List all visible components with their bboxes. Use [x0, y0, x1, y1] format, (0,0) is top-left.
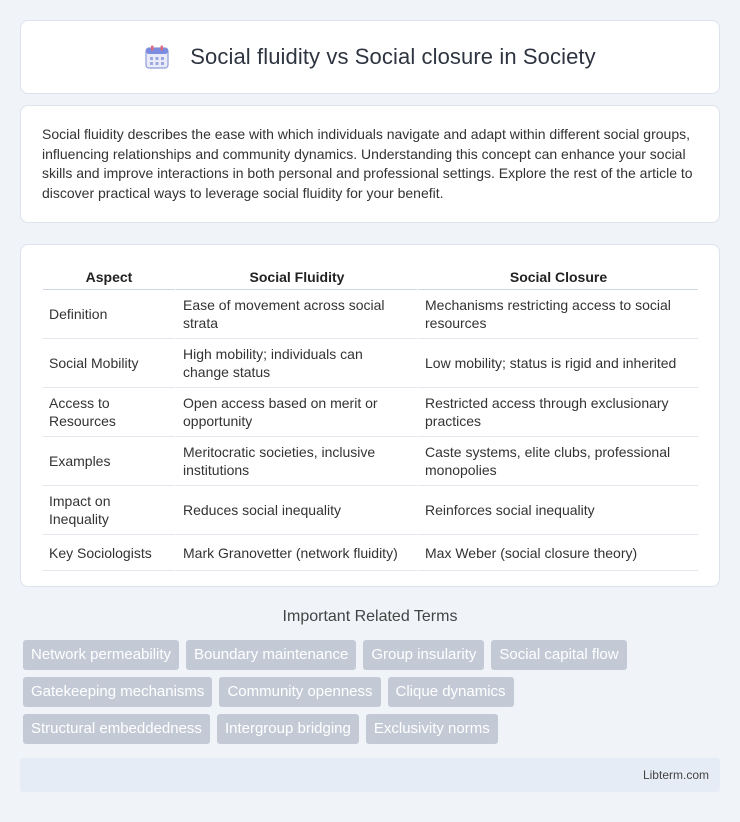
intro-card [20, 105, 720, 223]
related-term-tag[interactable]: Structural embeddedness [23, 714, 210, 744]
table-cell-closure: Mechanisms restricting access to social resources [417, 290, 698, 339]
table-cell-aspect: Key Sociologists [43, 535, 175, 571]
table-cell-fluidity: Open access based on merit or opportunity [175, 388, 417, 437]
table-header-row [43, 265, 698, 290]
table-cell-closure: Restricted access through exclusionary practices [417, 388, 698, 437]
related-term-tag[interactable]: Boundary maintenance [186, 640, 356, 670]
calendar-icon [144, 44, 170, 70]
table-cell-fluidity: High mobility; individuals can change status [175, 339, 417, 388]
table-cell-aspect: Access to Resources [43, 388, 175, 437]
table-cell-fluidity: Reduces social inequality [175, 486, 417, 535]
table-row [43, 437, 698, 486]
table-row [43, 290, 698, 339]
related-terms-title: Important Related Terms [282, 608, 458, 625]
tag-row [23, 677, 723, 707]
related-term-tag[interactable]: Group insularity [363, 640, 484, 670]
table-row [43, 339, 698, 388]
table-cell-fluidity: Meritocratic societies, inclusive institutions [175, 437, 417, 486]
related-term-tag[interactable]: Exclusivity norms [366, 714, 498, 744]
related-term-tag[interactable]: Community openness [219, 677, 380, 707]
table-cell-closure: Caste systems, elite clubs, professional monopolies [417, 437, 698, 486]
column-header-aspect: Aspect [43, 265, 175, 290]
header-card [20, 20, 720, 94]
table-row [43, 535, 698, 571]
table-cell-closure: Max Weber (social closure theory) [417, 535, 698, 571]
table-cell-closure: Low mobility; status is rigid and inherited [417, 339, 698, 388]
table-cell-fluidity: Ease of movement across social strata [175, 290, 417, 339]
table-cell-closure: Reinforces social inequality [417, 486, 698, 535]
table-row [43, 486, 698, 535]
related-term-tag[interactable]: Intergroup bridging [217, 714, 359, 744]
table-cell-aspect: Examples [43, 437, 175, 486]
footer-site-link[interactable]: Libterm.com [642, 768, 709, 782]
related-term-tag[interactable]: Social capital flow [491, 640, 626, 670]
column-header-social-fluidity: Social Fluidity [175, 265, 417, 290]
table-cell-aspect: Social Mobility [43, 339, 175, 388]
column-header-social-closure: Social Closure [417, 265, 698, 290]
related-term-tag[interactable]: Gatekeeping mechanisms [23, 677, 212, 707]
table-row [43, 388, 698, 437]
table-cell-fluidity: Mark Granovetter (network fluidity) [175, 535, 417, 571]
related-terms-list [23, 640, 723, 751]
page-title: Social fluidity vs Social closure in Society [190, 44, 596, 69]
tag-row [23, 714, 723, 744]
table-cell-aspect: Impact on Inequality [43, 486, 175, 535]
related-term-tag[interactable]: Clique dynamics [388, 677, 514, 707]
comparison-table [43, 265, 698, 571]
tag-row [23, 640, 723, 670]
intro-paragraph: Social fluidity describes the ease with which individuals navigate and adapt within different social groups, influencing relationships and community dynamics. Understanding this concept can enhance your social skills and improve interactions in both personal and professional settings. Explore the rest of the article to discover practical ways to leverage social fluidity for your benefit. [42, 126, 693, 201]
footer [20, 758, 720, 792]
table-cell-aspect: Definition [43, 290, 175, 339]
related-term-tag[interactable]: Network permeability [23, 640, 179, 670]
comparison-table-card [20, 244, 720, 587]
